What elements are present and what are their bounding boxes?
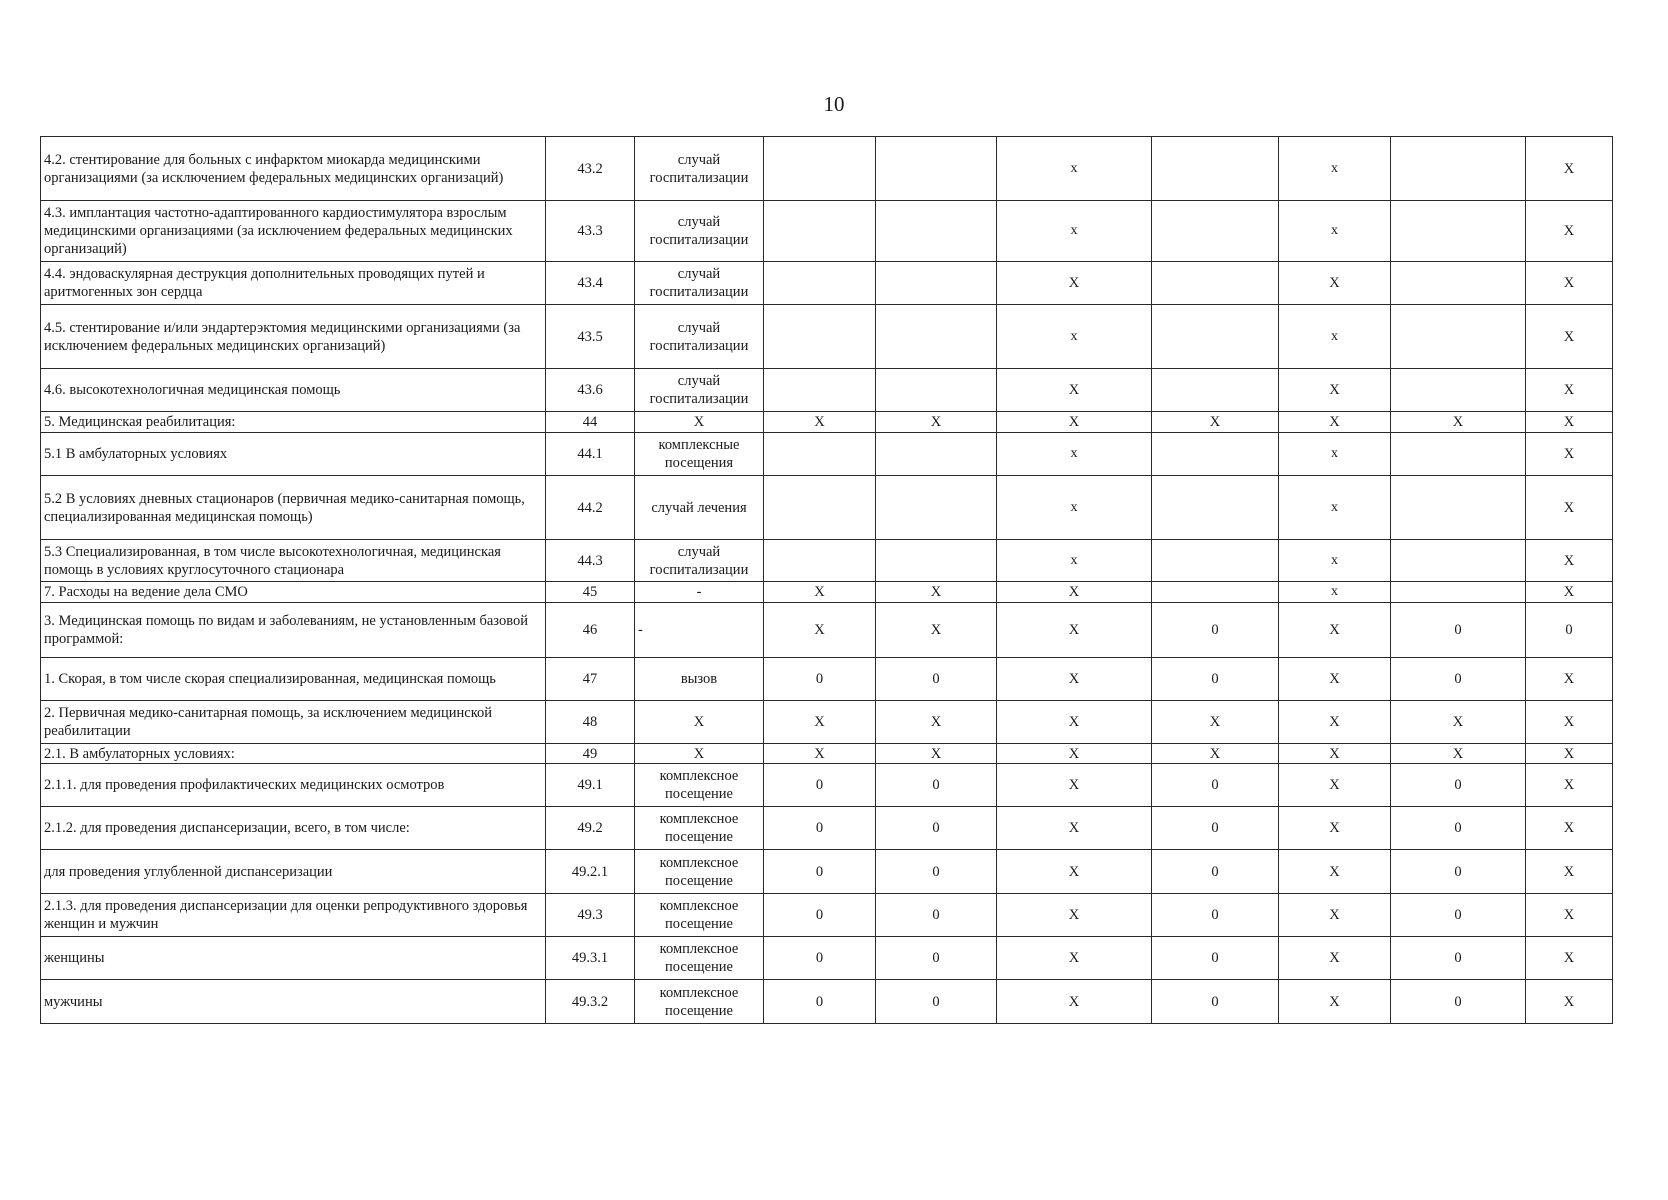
- table-row: [41, 305, 1613, 369]
- value-cell: [876, 369, 997, 412]
- value-cell: [1152, 540, 1279, 582]
- row-name-cell: 4.4. эндоваскулярная деструкция дополнительных проводящих путей и аритмогенных зон сердца: [41, 262, 546, 305]
- value-cell: 0: [1152, 980, 1279, 1024]
- value-cell: 0: [1391, 850, 1526, 894]
- value-cell: X: [876, 412, 997, 433]
- value-cell: X: [997, 894, 1152, 937]
- value-cell: [1152, 305, 1279, 369]
- value-cell: [1152, 582, 1279, 603]
- row-name-cell: 5.2 В условиях дневных стационаров (первичная медико-санитарная помощь, специализированная медицинская помощь): [41, 476, 546, 540]
- value-cell: X: [876, 582, 997, 603]
- unit-cell: комплексное посещение: [635, 980, 764, 1024]
- value-cell: x: [1279, 582, 1391, 603]
- value-cell: X: [1279, 369, 1391, 412]
- unit-cell: X: [635, 744, 764, 764]
- row-number-cell: 44.2: [546, 476, 635, 540]
- value-cell: X: [1526, 582, 1613, 603]
- page-number: 10: [823, 92, 845, 116]
- value-cell: X: [1391, 701, 1526, 744]
- value-cell: [764, 540, 876, 582]
- value-cell: [876, 262, 997, 305]
- row-name-cell: 4.3. имплантация частотно-адаптированного кардиостимулятора взрослым медицинскими организациями (за исключением федеральных медицинских организаций): [41, 201, 546, 262]
- value-cell: X: [1526, 894, 1613, 937]
- value-cell: X: [997, 807, 1152, 850]
- row-name-cell: 2.1.2. для проведения диспансеризации, всего, в том числе:: [41, 807, 546, 850]
- value-cell: [876, 476, 997, 540]
- value-cell: [876, 201, 997, 262]
- value-cell: X: [1391, 744, 1526, 764]
- unit-cell: случай госпитализации: [635, 137, 764, 201]
- table-row: [41, 262, 1613, 305]
- value-cell: X: [764, 744, 876, 764]
- row-number-cell: 43.4: [546, 262, 635, 305]
- value-cell: X: [1279, 764, 1391, 807]
- table-row: [41, 658, 1613, 701]
- value-cell: [1391, 540, 1526, 582]
- value-cell: X: [997, 582, 1152, 603]
- unit-cell: случай госпитализации: [635, 262, 764, 305]
- value-cell: [1152, 476, 1279, 540]
- unit-cell: комплексное посещение: [635, 850, 764, 894]
- row-number-cell: 49.3.1: [546, 937, 635, 980]
- value-cell: X: [1152, 412, 1279, 433]
- table-row: [41, 137, 1613, 201]
- value-cell: [764, 262, 876, 305]
- data-table: [40, 136, 1613, 1024]
- row-number-cell: 43.2: [546, 137, 635, 201]
- value-cell: x: [997, 540, 1152, 582]
- value-cell: [1152, 262, 1279, 305]
- value-cell: x: [997, 137, 1152, 201]
- row-number-cell: 43.6: [546, 369, 635, 412]
- value-cell: X: [997, 262, 1152, 305]
- value-cell: 0: [1152, 807, 1279, 850]
- unit-cell: X: [635, 412, 764, 433]
- value-cell: X: [997, 658, 1152, 701]
- value-cell: [1391, 582, 1526, 603]
- value-cell: 0: [876, 658, 997, 701]
- unit-cell: случай госпитализации: [635, 369, 764, 412]
- unit-cell: случай госпитализации: [635, 201, 764, 262]
- value-cell: [876, 433, 997, 476]
- value-cell: [764, 137, 876, 201]
- value-cell: X: [997, 701, 1152, 744]
- value-cell: X: [1279, 850, 1391, 894]
- value-cell: X: [1526, 201, 1613, 262]
- value-cell: X: [1279, 701, 1391, 744]
- row-name-cell: 4.5. стентирование и/или эндартерэктомия медицинскими организациями (за исключением федеральных медицинских организаций): [41, 305, 546, 369]
- table-row: [41, 412, 1613, 433]
- value-cell: x: [1279, 137, 1391, 201]
- value-cell: X: [1526, 137, 1613, 201]
- value-cell: X: [764, 603, 876, 658]
- value-cell: [1391, 433, 1526, 476]
- unit-cell: комплексное посещение: [635, 764, 764, 807]
- value-cell: X: [1279, 937, 1391, 980]
- value-cell: X: [997, 412, 1152, 433]
- table-row: [41, 937, 1613, 980]
- table-row: [41, 540, 1613, 582]
- value-cell: 0: [1391, 894, 1526, 937]
- value-cell: 0: [1391, 658, 1526, 701]
- row-number-cell: 49.2.1: [546, 850, 635, 894]
- table-row: [41, 764, 1613, 807]
- value-cell: X: [1526, 262, 1613, 305]
- value-cell: X: [997, 850, 1152, 894]
- table-row: [41, 980, 1613, 1024]
- value-cell: x: [1279, 476, 1391, 540]
- value-cell: x: [997, 433, 1152, 476]
- row-name-cell: 1. Скорая, в том числе скорая специализированная, медицинская помощь: [41, 658, 546, 701]
- table-row: [41, 201, 1613, 262]
- value-cell: X: [764, 701, 876, 744]
- value-cell: X: [1526, 764, 1613, 807]
- value-cell: X: [1152, 701, 1279, 744]
- value-cell: X: [1279, 980, 1391, 1024]
- row-number-cell: 44: [546, 412, 635, 433]
- value-cell: [764, 476, 876, 540]
- value-cell: X: [1526, 476, 1613, 540]
- value-cell: [1391, 369, 1526, 412]
- unit-cell: случай лечения: [635, 476, 764, 540]
- row-name-cell: 2.1.1. для проведения профилактических медицинских осмотров: [41, 764, 546, 807]
- value-cell: X: [1526, 433, 1613, 476]
- value-cell: 0: [1152, 764, 1279, 807]
- value-cell: X: [1526, 305, 1613, 369]
- row-number-cell: 45: [546, 582, 635, 603]
- row-number-cell: 49.3.2: [546, 980, 635, 1024]
- value-cell: 0: [876, 894, 997, 937]
- value-cell: 0: [1391, 603, 1526, 658]
- value-cell: X: [997, 369, 1152, 412]
- unit-cell: случай госпитализации: [635, 305, 764, 369]
- value-cell: X: [997, 980, 1152, 1024]
- row-name-cell: мужчины: [41, 980, 546, 1024]
- row-name-cell: 5.1 В амбулаторных условиях: [41, 433, 546, 476]
- value-cell: X: [1279, 603, 1391, 658]
- row-name-cell: женщины: [41, 937, 546, 980]
- row-name-cell: 2.1. В амбулаторных условиях:: [41, 744, 546, 764]
- value-cell: [764, 201, 876, 262]
- value-cell: X: [1279, 412, 1391, 433]
- row-name-cell: 4.6. высокотехнологичная медицинская помощь: [41, 369, 546, 412]
- table-row: [41, 807, 1613, 850]
- value-cell: 0: [1391, 980, 1526, 1024]
- value-cell: X: [997, 744, 1152, 764]
- value-cell: 0: [764, 658, 876, 701]
- row-name-cell: 5. Медицинская реабилитация:: [41, 412, 546, 433]
- unit-cell: комплексные посещения: [635, 433, 764, 476]
- row-number-cell: 44.1: [546, 433, 635, 476]
- row-name-cell: для проведения углубленной диспансеризации: [41, 850, 546, 894]
- value-cell: x: [997, 201, 1152, 262]
- value-cell: X: [1526, 658, 1613, 701]
- row-number-cell: 43.3: [546, 201, 635, 262]
- value-cell: X: [1526, 369, 1613, 412]
- row-number-cell: 43.5: [546, 305, 635, 369]
- value-cell: 0: [764, 807, 876, 850]
- value-cell: X: [1279, 658, 1391, 701]
- unit-cell: случай госпитализации: [635, 540, 764, 582]
- value-cell: 0: [876, 937, 997, 980]
- value-cell: X: [997, 603, 1152, 658]
- value-cell: X: [876, 603, 997, 658]
- unit-cell: -: [635, 582, 764, 603]
- row-name-cell: 4.2. стентирование для больных с инфарктом миокарда медицинскими организациями (за исключением федеральных медицинских организаций): [41, 137, 546, 201]
- value-cell: 0: [1152, 894, 1279, 937]
- value-cell: [1391, 305, 1526, 369]
- unit-cell: вызов: [635, 658, 764, 701]
- table-row: [41, 433, 1613, 476]
- row-number-cell: 48: [546, 701, 635, 744]
- table-row: [41, 369, 1613, 412]
- value-cell: X: [997, 937, 1152, 980]
- table-row: [41, 701, 1613, 744]
- row-number-cell: 49: [546, 744, 635, 764]
- row-number-cell: 46: [546, 603, 635, 658]
- value-cell: 0: [1391, 764, 1526, 807]
- value-cell: X: [1279, 262, 1391, 305]
- value-cell: [1152, 201, 1279, 262]
- value-cell: X: [1526, 807, 1613, 850]
- value-cell: X: [764, 412, 876, 433]
- table-row: [41, 582, 1613, 603]
- value-cell: 0: [764, 937, 876, 980]
- value-cell: [1152, 137, 1279, 201]
- row-number-cell: 49.2: [546, 807, 635, 850]
- value-cell: 0: [1152, 850, 1279, 894]
- value-cell: X: [997, 764, 1152, 807]
- row-number-cell: 49.3: [546, 894, 635, 937]
- unit-cell: X: [635, 701, 764, 744]
- row-name-cell: 2. Первичная медико-санитарная помощь, за исключением медицинской реабилитации: [41, 701, 546, 744]
- value-cell: [1391, 201, 1526, 262]
- value-cell: X: [876, 744, 997, 764]
- row-number-cell: 44.3: [546, 540, 635, 582]
- value-cell: X: [1526, 701, 1613, 744]
- value-cell: X: [1526, 412, 1613, 433]
- value-cell: X: [1279, 894, 1391, 937]
- value-cell: [764, 305, 876, 369]
- value-cell: 0: [1526, 603, 1613, 658]
- value-cell: X: [1526, 850, 1613, 894]
- table-row: [41, 744, 1613, 764]
- value-cell: X: [1391, 412, 1526, 433]
- table-row: [41, 894, 1613, 937]
- value-cell: 0: [1152, 603, 1279, 658]
- table-row: [41, 476, 1613, 540]
- value-cell: X: [1526, 980, 1613, 1024]
- value-cell: [764, 369, 876, 412]
- table-row: [41, 850, 1613, 894]
- value-cell: [764, 433, 876, 476]
- value-cell: 0: [876, 850, 997, 894]
- value-cell: [1152, 369, 1279, 412]
- value-cell: [876, 137, 997, 201]
- row-number-cell: 49.1: [546, 764, 635, 807]
- value-cell: 0: [764, 850, 876, 894]
- value-cell: [1152, 433, 1279, 476]
- value-cell: x: [1279, 305, 1391, 369]
- value-cell: [876, 540, 997, 582]
- unit-cell: комплексное посещение: [635, 937, 764, 980]
- value-cell: X: [1279, 744, 1391, 764]
- value-cell: X: [1279, 807, 1391, 850]
- row-name-cell: 3. Медицинская помощь по видам и заболеваниям, не установленным базовой программой:: [41, 603, 546, 658]
- value-cell: 0: [1152, 658, 1279, 701]
- value-cell: 0: [1152, 937, 1279, 980]
- value-cell: [1391, 137, 1526, 201]
- value-cell: x: [997, 476, 1152, 540]
- unit-cell: комплексное посещение: [635, 807, 764, 850]
- value-cell: [876, 305, 997, 369]
- table-body: [41, 137, 1613, 1024]
- row-name-cell: 2.1.3. для проведения диспансеризации для оценки репродуктивного здоровья женщин и мужчин: [41, 894, 546, 937]
- value-cell: 0: [876, 807, 997, 850]
- value-cell: 0: [1391, 937, 1526, 980]
- table-row: [41, 603, 1613, 658]
- value-cell: 0: [1391, 807, 1526, 850]
- row-number-cell: 47: [546, 658, 635, 701]
- unit-cell: -: [635, 603, 764, 658]
- value-cell: X: [876, 701, 997, 744]
- value-cell: 0: [764, 894, 876, 937]
- unit-cell: комплексное посещение: [635, 894, 764, 937]
- value-cell: X: [1526, 937, 1613, 980]
- value-cell: 0: [876, 764, 997, 807]
- value-cell: X: [764, 582, 876, 603]
- value-cell: x: [1279, 540, 1391, 582]
- value-cell: x: [1279, 433, 1391, 476]
- row-name-cell: 7. Расходы на ведение дела СМО: [41, 582, 546, 603]
- value-cell: x: [997, 305, 1152, 369]
- value-cell: 0: [764, 764, 876, 807]
- value-cell: 0: [876, 980, 997, 1024]
- value-cell: 0: [764, 980, 876, 1024]
- value-cell: X: [1526, 744, 1613, 764]
- value-cell: [1391, 476, 1526, 540]
- value-cell: [1391, 262, 1526, 305]
- value-cell: x: [1279, 201, 1391, 262]
- value-cell: X: [1152, 744, 1279, 764]
- row-name-cell: 5.3 Специализированная, в том числе высокотехнологичная, медицинская помощь в условиях круглосуточного стационара: [41, 540, 546, 582]
- value-cell: X: [1526, 540, 1613, 582]
